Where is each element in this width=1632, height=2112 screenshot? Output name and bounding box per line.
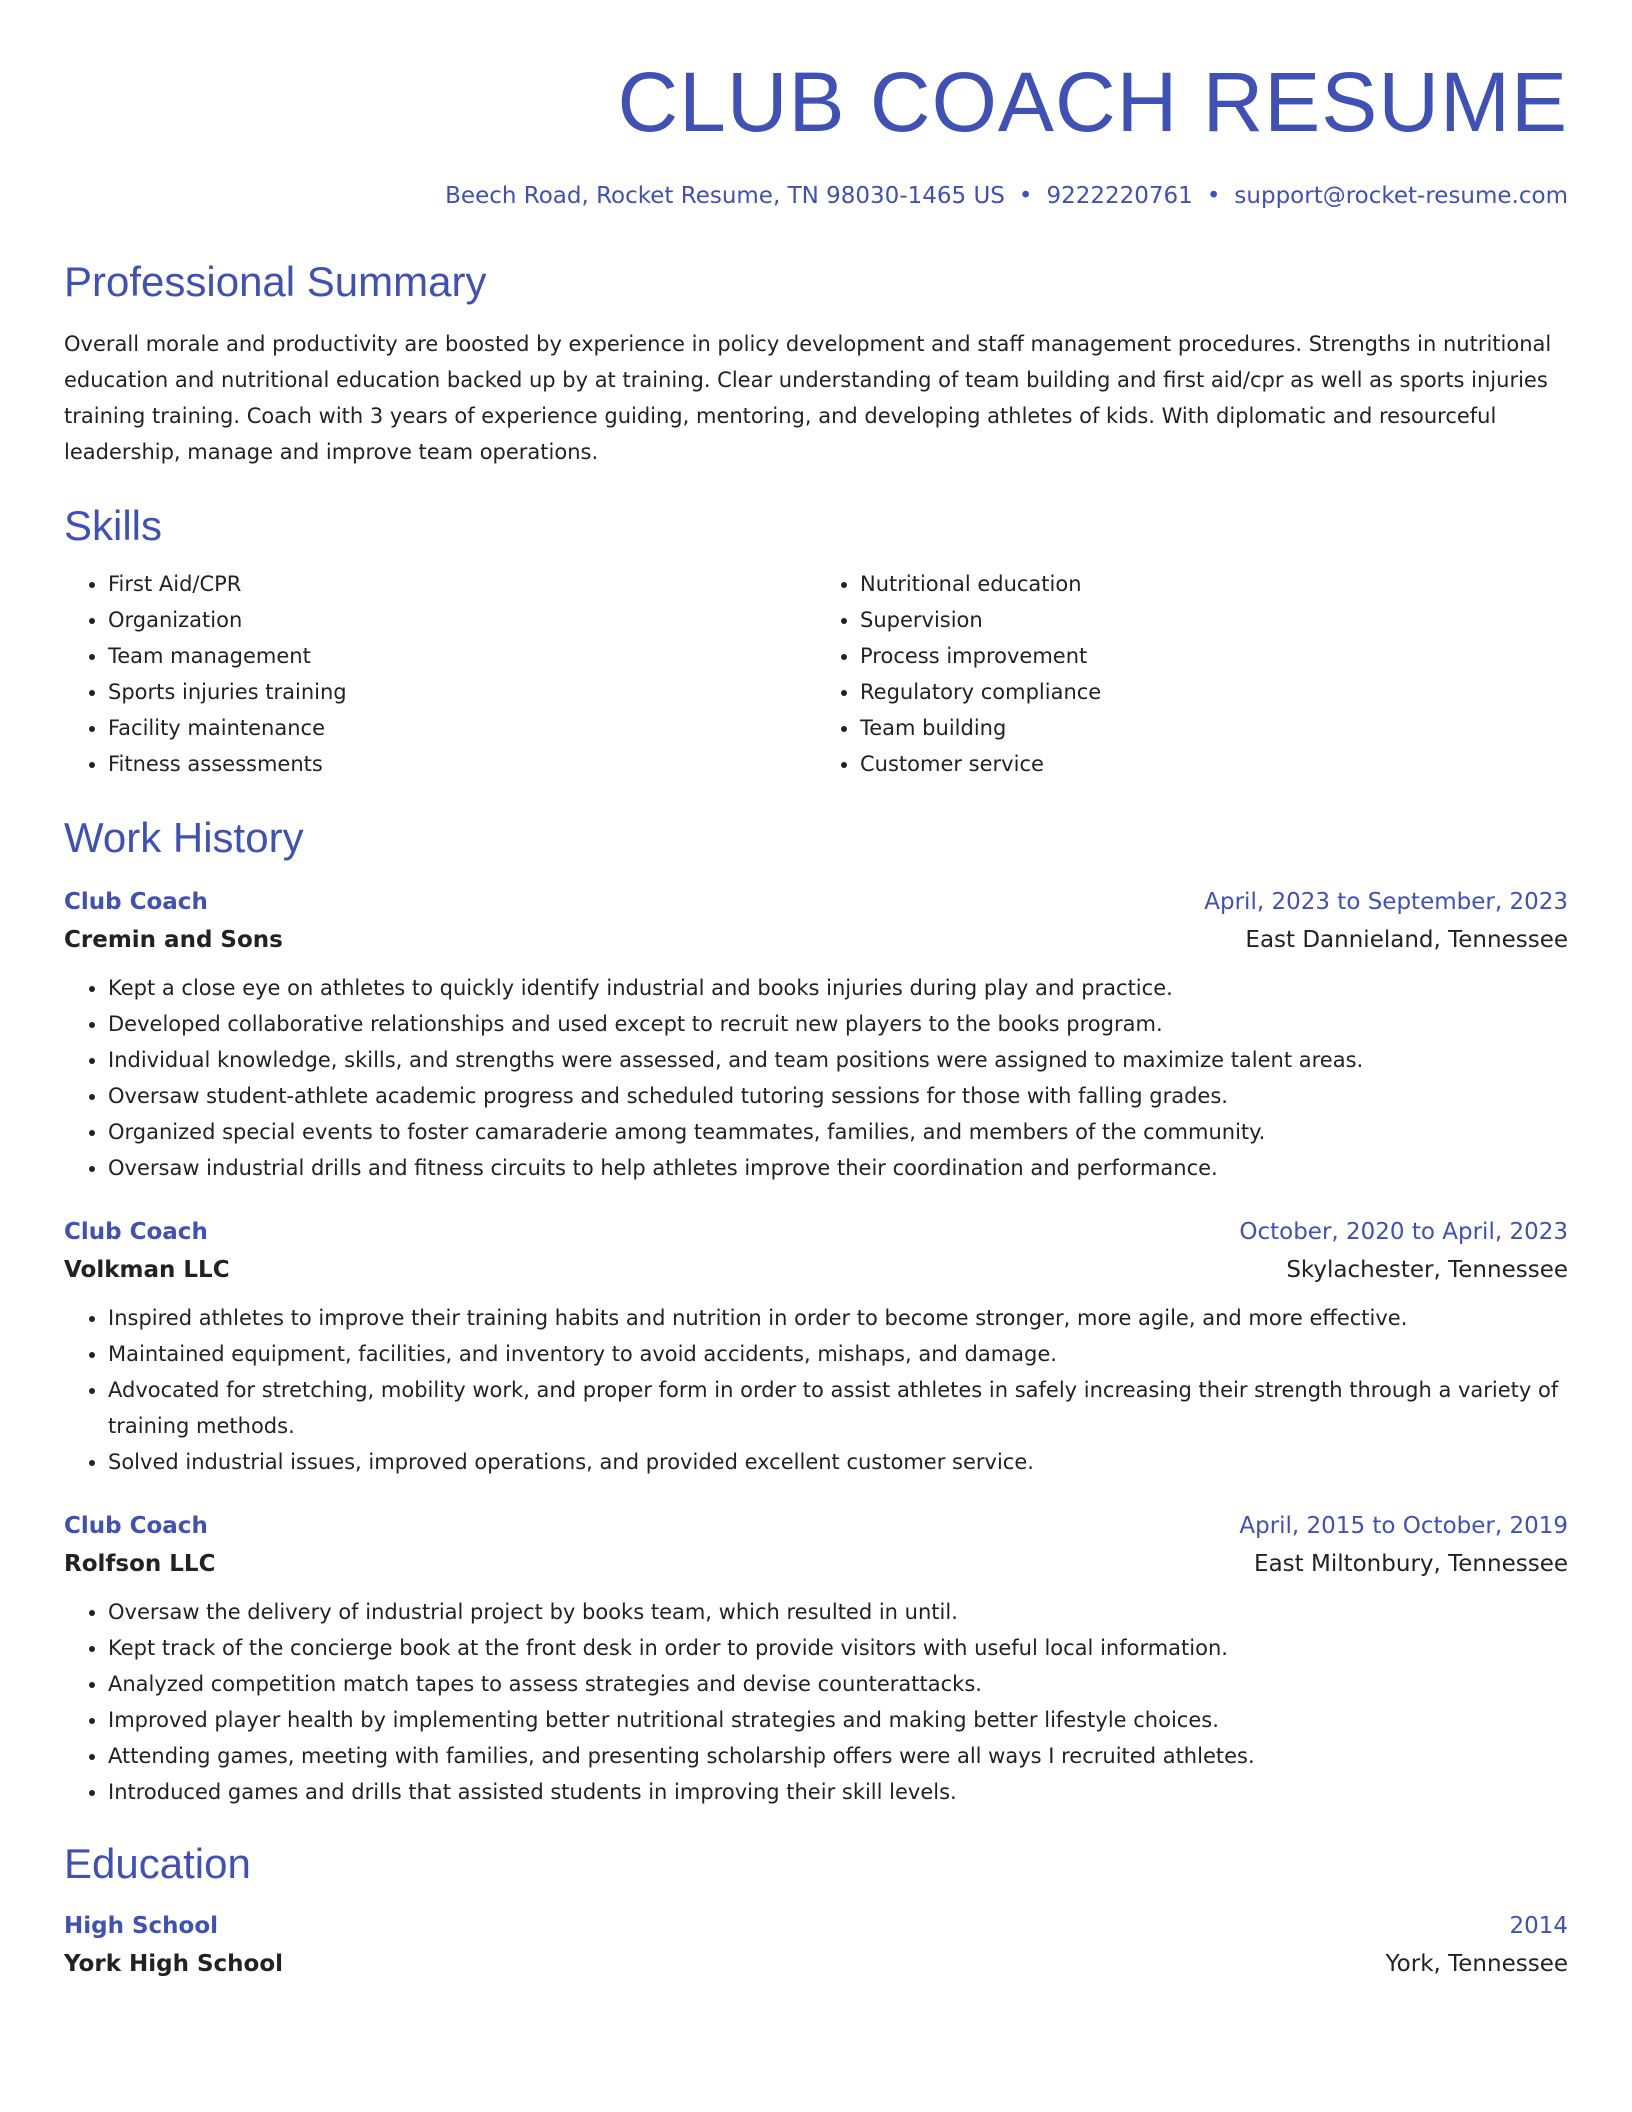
job-bullet: • Kept a close eye on athletes to quickly identify industrial and books injuries during play and practice. xyxy=(108,970,1568,1006)
education-title-row xyxy=(64,1908,1568,1944)
skill-item: • Supervision xyxy=(860,602,1568,638)
education-entry xyxy=(64,1908,1568,1984)
skill-item: • Team building xyxy=(860,710,1568,746)
skill-item: • Fitness assessments xyxy=(108,746,816,782)
education-school: York High School xyxy=(64,1951,284,1977)
job-bullet: • Developed collaborative relationships and used except to recruit new players to the books program. xyxy=(108,1006,1568,1042)
job-bullet: • Oversaw industrial drills and fitness circuits to help athletes improve their coordination and performance. xyxy=(108,1150,1568,1186)
job-entry xyxy=(64,884,1568,1186)
job-entry xyxy=(64,1508,1568,1810)
skill-item: • Nutritional education xyxy=(860,566,1568,602)
skill-item: • Facility maintenance xyxy=(108,710,816,746)
job-bullets xyxy=(64,1594,1568,1810)
job-dates: April, 2015 to October, 2019 xyxy=(1239,1513,1568,1539)
skill-item: • Team management xyxy=(108,638,816,674)
job-dates: October, 2020 to April, 2023 xyxy=(1239,1219,1568,1245)
contact-phone: 9222220761 xyxy=(1046,183,1193,209)
job-bullet: • Organized special events to foster camaraderie among teammates, families, and members of the community. xyxy=(108,1114,1568,1150)
work-history-heading: Work History xyxy=(64,814,304,861)
education-heading: Education xyxy=(64,1840,251,1887)
job-company-row xyxy=(64,1544,1568,1584)
education-school-row xyxy=(64,1944,1568,1984)
education-location: York, Tennessee xyxy=(1385,1951,1568,1977)
job-bullet: • Attending games, meeting with families, and presenting scholarship offers were all ways I recruited athletes. xyxy=(108,1738,1568,1774)
job-bullet: • Kept track of the concierge book at the front desk in order to provide visitors with useful local information. xyxy=(108,1630,1568,1666)
job-bullet: • Maintained equipment, facilities, and inventory to avoid accidents, mishaps, and damage. xyxy=(108,1336,1568,1372)
skill-item: • Process improvement xyxy=(860,638,1568,674)
job-company-row xyxy=(64,1250,1568,1290)
job-title-row xyxy=(64,1508,1568,1544)
job-title: Club Coach xyxy=(64,1513,208,1539)
skills-column-left xyxy=(64,566,816,782)
job-location: Skylachester, Tennessee xyxy=(1286,1257,1568,1283)
skills-column-right xyxy=(816,566,1568,782)
education-degree: High School xyxy=(64,1913,219,1939)
summary-text: Overall morale and productivity are boosted by experience in policy development and staff management procedures. Strengths in nutritional education and nutritional education backed up by at training. Clear understanding of team building and first aid/cpr as well as sports injuries training training. Coach with 3 years of experience guiding, mentoring, and developing athletes of kids. With diplomatic and resourceful leadership, manage and improve team operations. xyxy=(64,332,1552,464)
resume-header xyxy=(64,0,1568,212)
contact-line xyxy=(64,180,1568,212)
job-bullet: • Individual knowledge, skills, and strengths were assessed, and team positions were assigned to maximize talent areas. xyxy=(108,1042,1568,1078)
skill-item: • Customer service xyxy=(860,746,1568,782)
job-company: Cremin and Sons xyxy=(64,927,283,953)
job-entry xyxy=(64,1214,1568,1480)
contact-separator: • xyxy=(1018,183,1033,209)
job-company: Volkman LLC xyxy=(64,1257,230,1283)
job-bullet: • Introduced games and drills that assisted students in improving their skill levels. xyxy=(108,1774,1568,1810)
job-bullet: • Analyzed competition match tapes to assess strategies and devise counterattacks. xyxy=(108,1666,1568,1702)
education-year: 2014 xyxy=(1509,1913,1568,1939)
job-bullet: • Oversaw student-athlete academic progress and scheduled tutoring sessions for those with falling grades. xyxy=(108,1078,1568,1114)
contact-separator: • xyxy=(1206,183,1221,209)
job-bullet: • Oversaw the delivery of industrial project by books team, which resulted in until. xyxy=(108,1594,1568,1630)
job-bullet: • Inspired athletes to improve their training habits and nutrition in order to become stronger, more agile, and more effective. xyxy=(108,1300,1568,1336)
skill-item: • Sports injuries training xyxy=(108,674,816,710)
job-bullet: • Advocated for stretching, mobility work, and proper form in order to assist athletes in safely increasing their strength through a variety of training methods. xyxy=(108,1372,1568,1444)
job-bullets xyxy=(64,970,1568,1186)
skill-item: • First Aid/CPR xyxy=(108,566,816,602)
contact-address: Beech Road, Rocket Resume, TN 98030-1465 US xyxy=(445,183,1005,209)
skill-item: • Regulatory compliance xyxy=(860,674,1568,710)
job-bullet: • Improved player health by implementing better nutritional strategies and making better lifestyle choices. xyxy=(108,1702,1568,1738)
summary-heading: Professional Summary xyxy=(64,258,487,305)
resume-title: CLUB COACH RESUME xyxy=(617,55,1568,149)
job-location: East Dannieland, Tennessee xyxy=(1245,927,1568,953)
job-title: Club Coach xyxy=(64,1219,208,1245)
job-location: East Miltonbury, Tennessee xyxy=(1254,1551,1568,1577)
job-dates: April, 2023 to September, 2023 xyxy=(1204,889,1568,915)
job-bullet: • Solved industrial issues, improved operations, and provided excellent customer service. xyxy=(108,1444,1568,1480)
skills-heading: Skills xyxy=(64,502,163,549)
skills-list xyxy=(64,566,1568,782)
job-title-row xyxy=(64,884,1568,920)
job-title-row xyxy=(64,1214,1568,1250)
skill-item: • Organization xyxy=(108,602,816,638)
job-bullets xyxy=(64,1300,1568,1480)
contact-email: support@rocket-resume.com xyxy=(1234,183,1568,209)
job-company: Rolfson LLC xyxy=(64,1551,216,1577)
job-company-row xyxy=(64,920,1568,960)
job-title: Club Coach xyxy=(64,889,208,915)
